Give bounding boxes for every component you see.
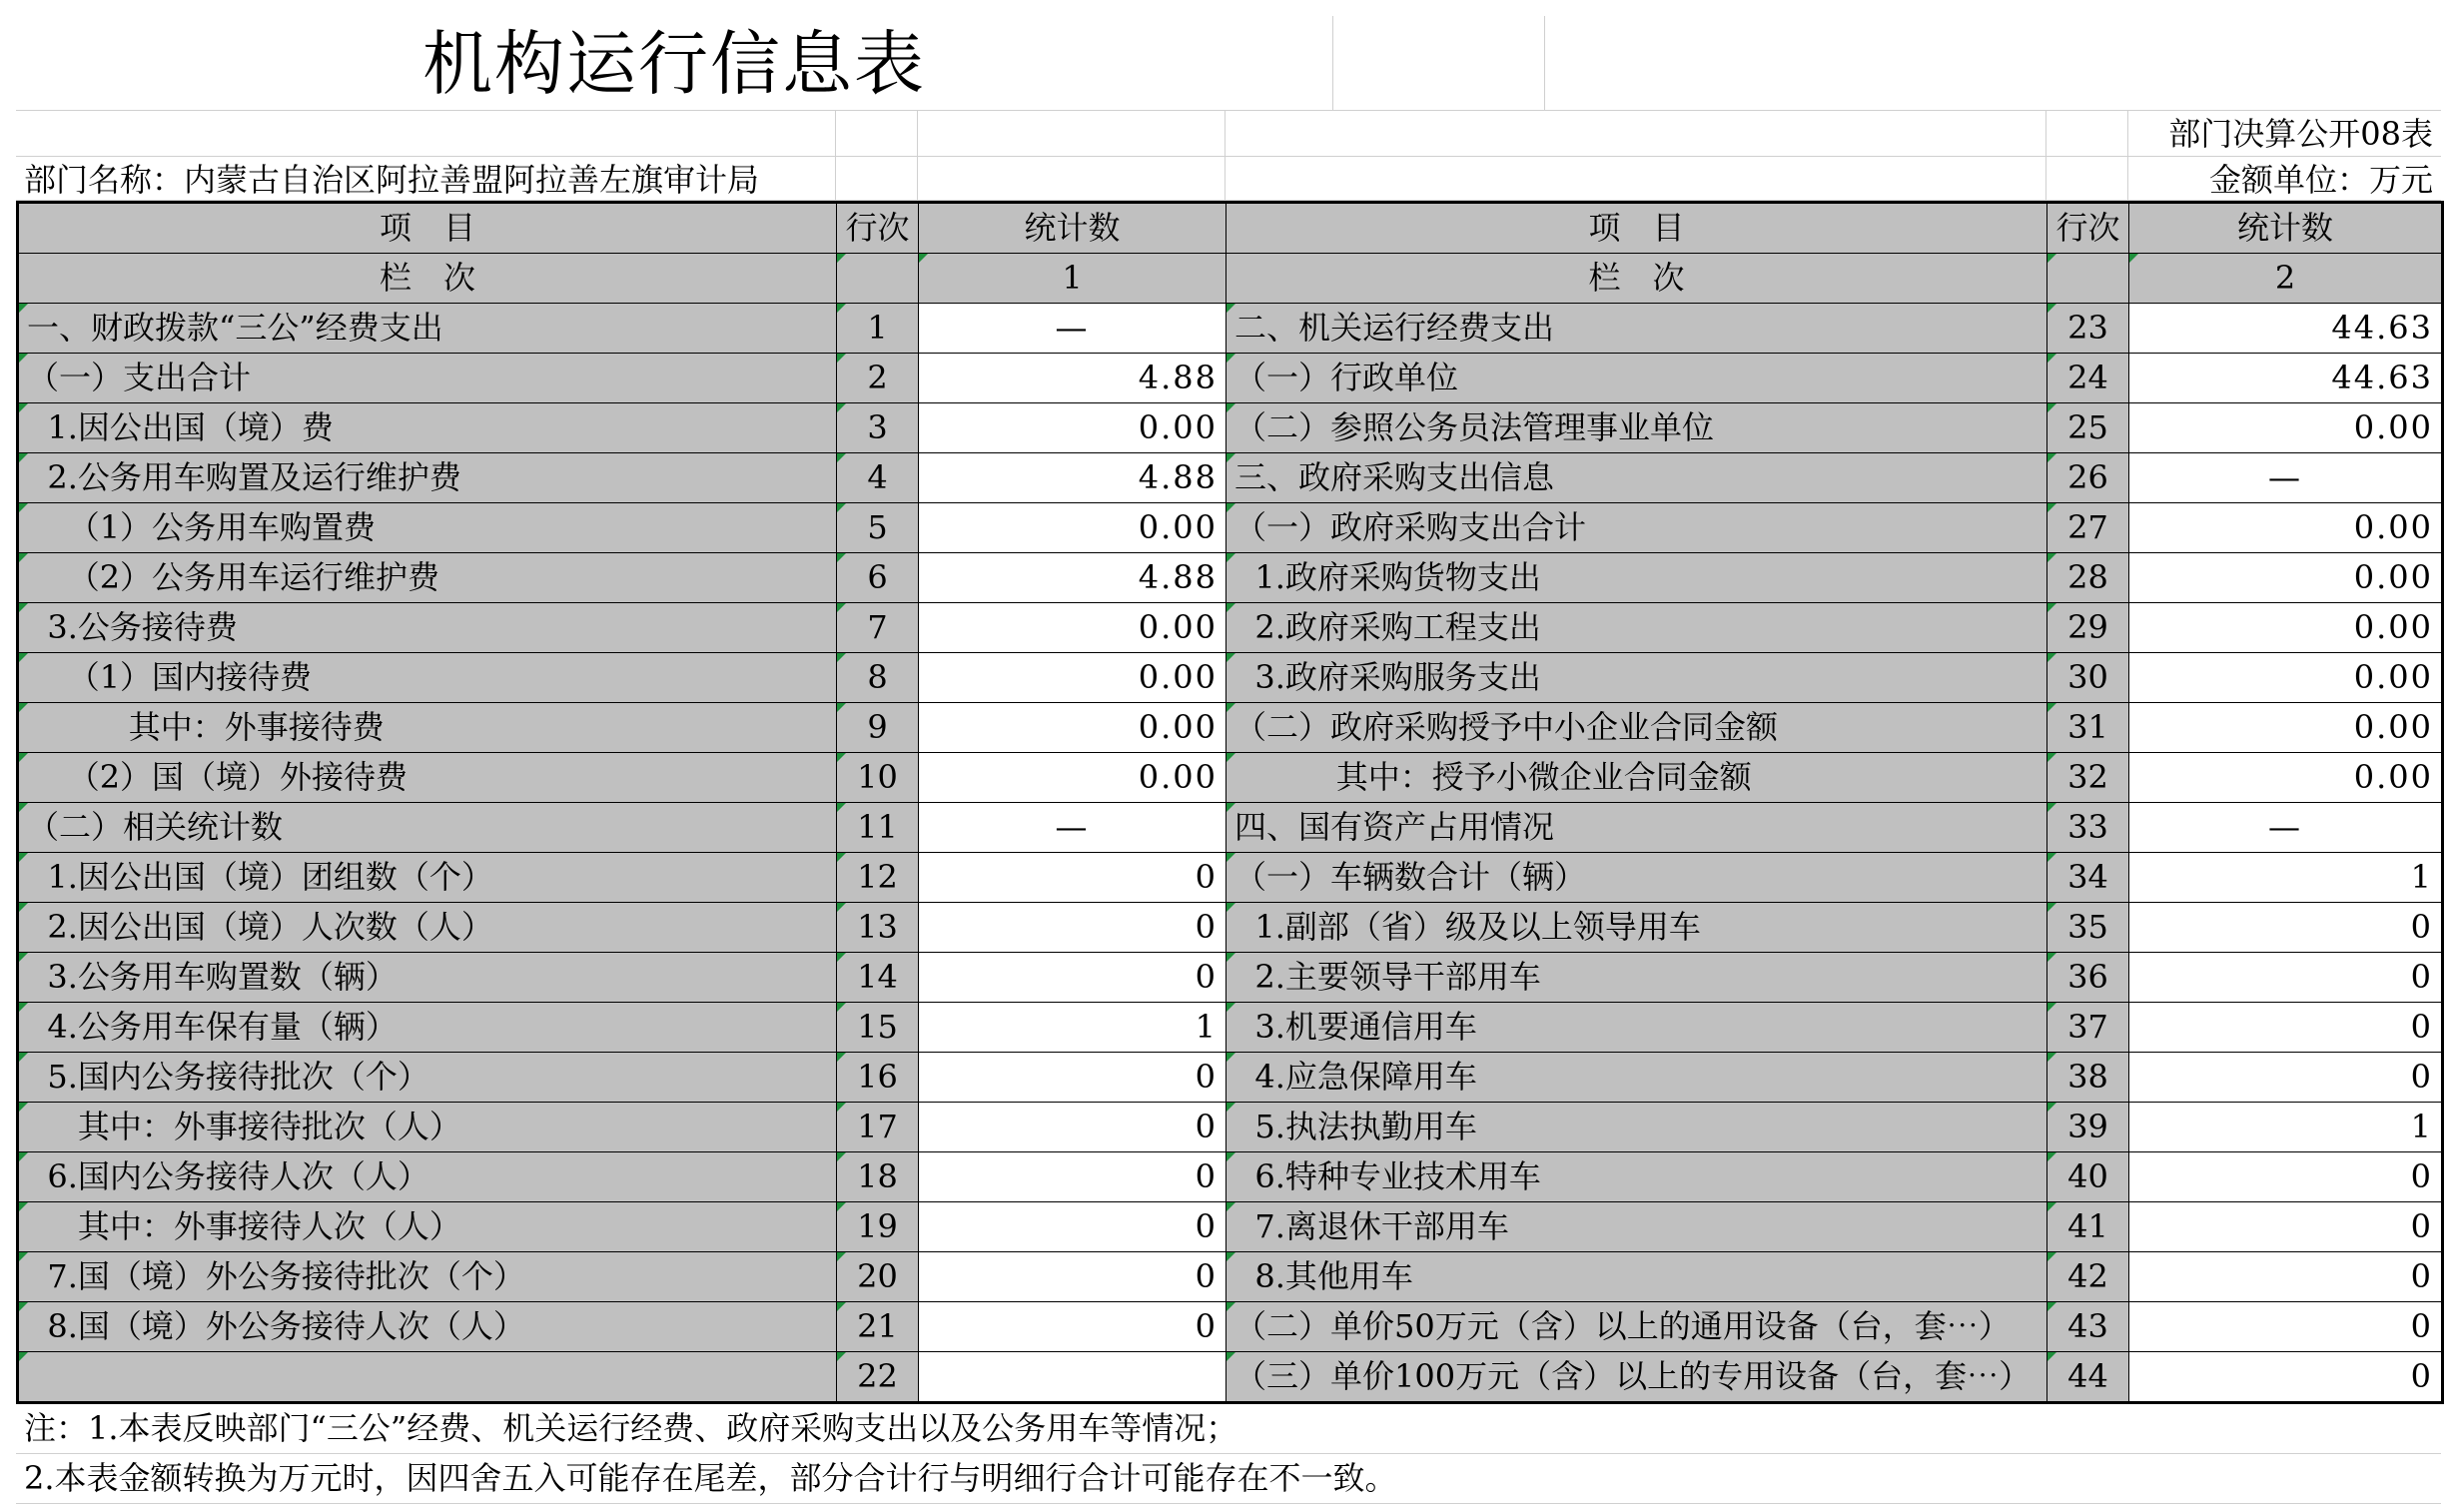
table-row (18, 803, 2443, 853)
note-line-2: 2.本表金额转换为万元时，因四舍五入可能存在尾差，部分合计行与明细行合计可能存在不一致。 (16, 1454, 2441, 1504)
right-row-number: 41 (2047, 1202, 2129, 1252)
column-index-blank-right (2047, 254, 2129, 304)
right-item-cell: 3.政府采购服务支出 (1226, 653, 2047, 703)
header-rowno-left: 行次 (837, 203, 919, 254)
sheet-title: 机构运行信息表 (422, 23, 926, 105)
right-stat-value: 0.00 (2129, 703, 2443, 753)
left-stat-value: 4.88 (919, 553, 1226, 603)
left-stat-value: 0 (919, 1202, 1226, 1252)
right-stat-value: 0 (2129, 903, 2443, 953)
column-index-row (18, 254, 2443, 304)
right-row-number: 27 (2047, 503, 2129, 553)
right-stat-value: 0 (2129, 1003, 2443, 1053)
right-row-number: 36 (2047, 953, 2129, 1003)
left-stat-value: 0.00 (919, 753, 1226, 803)
left-row-number: 10 (837, 753, 919, 803)
right-item-cell: 2.主要领导干部用车 (1226, 953, 2047, 1003)
table-row (18, 304, 2443, 354)
table-row (18, 1252, 2443, 1302)
right-row-number: 42 (2047, 1252, 2129, 1302)
left-item-cell: 6.国内公务接待人次（人） (18, 1152, 837, 1202)
left-stat-value: 0 (919, 1152, 1226, 1202)
right-row-number: 28 (2047, 553, 2129, 603)
left-item-cell: 其中：外事接待费 (18, 703, 837, 753)
table-row (18, 403, 2443, 453)
header-stat-left: 统计数 (919, 203, 1226, 254)
left-row-number: 3 (837, 403, 919, 453)
left-stat-value: 0.00 (919, 503, 1226, 553)
right-item-cell: 四、国有资产占用情况 (1226, 803, 2047, 853)
right-row-number: 23 (2047, 304, 2129, 354)
right-row-number: 37 (2047, 1003, 2129, 1053)
column-index-2: 2 (2129, 254, 2443, 304)
header-item-right: 项 目 (1226, 203, 2047, 254)
left-item-cell: （二）相关统计数 (18, 803, 837, 853)
left-row-number: 18 (837, 1152, 919, 1202)
left-item-cell: 8.国（境）外公务接待人次（人） (18, 1302, 837, 1352)
left-item-cell: 2.因公出国（境）人次数（人） (18, 903, 837, 953)
meta-row (16, 157, 2441, 201)
left-stat-value: 0 (919, 953, 1226, 1003)
right-item-cell: 其中：授予小微企业合同金额 (1226, 753, 2047, 803)
right-stat-value: 44.63 (2129, 304, 2443, 354)
column-index-1: 1 (919, 254, 1226, 304)
left-item-cell: 7.国（境）外公务接待批次（个） (18, 1252, 837, 1302)
table-row (18, 1103, 2443, 1152)
left-row-number: 22 (837, 1352, 919, 1403)
left-item-cell: （1）国内接待费 (18, 653, 837, 703)
table-row (18, 503, 2443, 553)
left-item-cell: 2.公务用车购置及运行维护费 (18, 453, 837, 503)
left-stat-value: — (919, 304, 1226, 354)
right-stat-value: 0 (2129, 1152, 2443, 1202)
right-item-cell: （一）政府采购支出合计 (1226, 503, 2047, 553)
left-item-cell: 1.因公出国（境）团组数（个） (18, 853, 837, 903)
right-stat-value: 1 (2129, 1103, 2443, 1152)
left-item-cell: 其中：外事接待人次（人） (18, 1202, 837, 1252)
table-row (18, 1302, 2443, 1352)
left-row-number: 2 (837, 354, 919, 403)
right-item-cell: （二）参照公务员法管理事业单位 (1226, 403, 2047, 453)
column-label-right: 栏 次 (1226, 254, 2047, 304)
left-stat-value: 1 (919, 1003, 1226, 1053)
table-row (18, 1352, 2443, 1403)
right-item-cell: （一）行政单位 (1226, 354, 2047, 403)
table-row (18, 853, 2443, 903)
left-row-number: 14 (837, 953, 919, 1003)
right-stat-value: — (2129, 453, 2443, 503)
left-item-cell: （2）国（境）外接待费 (18, 753, 837, 803)
column-label-left: 栏 次 (18, 254, 837, 304)
table-row (18, 1053, 2443, 1103)
right-stat-value: 0.00 (2129, 403, 2443, 453)
left-row-number: 21 (837, 1302, 919, 1352)
spreadsheet (16, 16, 2441, 1504)
left-stat-value: 0.00 (919, 703, 1226, 753)
table-row (18, 1152, 2443, 1202)
right-item-cell: （二）单价50万元（含）以上的通用设备（台，套⋯） (1226, 1302, 2047, 1352)
right-item-cell: 8.其他用车 (1226, 1252, 2047, 1302)
right-stat-value: 0 (2129, 1053, 2443, 1103)
right-stat-value: 0 (2129, 1252, 2443, 1302)
right-row-number: 39 (2047, 1103, 2129, 1152)
left-stat-value: 0.00 (919, 653, 1226, 703)
amount-unit: 金额单位：万元 (2208, 161, 2433, 199)
table-row (18, 553, 2443, 603)
header-item-left: 项 目 (18, 203, 837, 254)
left-stat-value (919, 1352, 1226, 1403)
left-stat-value: 0 (919, 1302, 1226, 1352)
left-row-number: 15 (837, 1003, 919, 1053)
right-row-number: 38 (2047, 1053, 2129, 1103)
right-item-cell: 三、政府采购支出信息 (1226, 453, 2047, 503)
left-row-number: 6 (837, 553, 919, 603)
table-row (18, 903, 2443, 953)
left-row-number: 4 (837, 453, 919, 503)
right-item-cell: 1.政府采购货物支出 (1226, 553, 2047, 603)
left-stat-value: — (919, 803, 1226, 853)
right-item-cell: 4.应急保障用车 (1226, 1053, 2047, 1103)
left-row-number: 8 (837, 653, 919, 703)
left-stat-value: 0 (919, 853, 1226, 903)
left-item-cell: （2）公务用车运行维护费 (18, 553, 837, 603)
left-item-cell: 1.因公出国（境）费 (18, 403, 837, 453)
left-row-number: 9 (837, 703, 919, 753)
left-item-cell: 3.公务接待费 (18, 603, 837, 653)
left-row-number: 11 (837, 803, 919, 853)
table-row (18, 1003, 2443, 1053)
header-stat-right: 统计数 (2129, 203, 2443, 254)
right-item-cell: 二、机关运行经费支出 (1226, 304, 2047, 354)
left-stat-value: 0 (919, 1103, 1226, 1152)
left-item-cell: 其中：外事接待批次（人） (18, 1103, 837, 1152)
left-item-cell: （一）支出合计 (18, 354, 837, 403)
right-row-number: 32 (2047, 753, 2129, 803)
table-row (18, 653, 2443, 703)
right-item-cell: 1.副部（省）级及以上领导用车 (1226, 903, 2047, 953)
left-row-number: 7 (837, 603, 919, 653)
column-index-blank-left (837, 254, 919, 304)
right-stat-value: 0 (2129, 1352, 2443, 1403)
left-row-number: 20 (837, 1252, 919, 1302)
left-item-cell (18, 1352, 837, 1403)
table-row (18, 1202, 2443, 1252)
right-row-number: 43 (2047, 1302, 2129, 1352)
left-item-cell: 5.国内公务接待批次（个） (18, 1053, 837, 1103)
right-stat-value: 0 (2129, 1202, 2443, 1252)
right-stat-value: 0 (2129, 953, 2443, 1003)
right-row-number: 44 (2047, 1352, 2129, 1403)
right-stat-value: 44.63 (2129, 354, 2443, 403)
left-row-number: 16 (837, 1053, 919, 1103)
left-row-number: 1 (837, 304, 919, 354)
right-item-cell: 7.离退休干部用车 (1226, 1202, 2047, 1252)
right-row-number: 40 (2047, 1152, 2129, 1202)
left-row-number: 19 (837, 1202, 919, 1252)
left-row-number: 5 (837, 503, 919, 553)
form-code-row (16, 111, 2441, 157)
left-stat-value: 0 (919, 1053, 1226, 1103)
form-code: 部门决算公开08表 (2168, 115, 2433, 153)
right-item-cell: （二）政府采购授予中小企业合同金额 (1226, 703, 2047, 753)
right-stat-value: 1 (2129, 853, 2443, 903)
left-item-cell: 3.公务用车购置数（辆） (18, 953, 837, 1003)
table-row (18, 453, 2443, 503)
right-item-cell: 3.机要通信用车 (1226, 1003, 2047, 1053)
right-row-number: 35 (2047, 903, 2129, 953)
header-rowno-right: 行次 (2047, 203, 2129, 254)
right-item-cell: （三）单价100万元（含）以上的专用设备（台，套⋯） (1226, 1352, 2047, 1403)
left-stat-value: 0 (919, 1252, 1226, 1302)
right-row-number: 30 (2047, 653, 2129, 703)
right-item-cell: 2.政府采购工程支出 (1226, 603, 2047, 653)
right-item-cell: （一）车辆数合计（辆） (1226, 853, 2047, 903)
left-row-number: 17 (837, 1103, 919, 1152)
right-stat-value: 0.00 (2129, 753, 2443, 803)
left-item-cell: 一、财政拨款“三公”经费支出 (18, 304, 837, 354)
left-stat-value: 4.88 (919, 453, 1226, 503)
left-stat-value: 0.00 (919, 603, 1226, 653)
right-row-number: 24 (2047, 354, 2129, 403)
right-item-cell: 5.执法执勤用车 (1226, 1103, 2047, 1152)
table-row (18, 354, 2443, 403)
right-stat-value: 0 (2129, 1302, 2443, 1352)
left-item-cell: （1）公务用车购置费 (18, 503, 837, 553)
right-stat-value: 0.00 (2129, 603, 2443, 653)
right-stat-value: — (2129, 803, 2443, 853)
table-row (18, 603, 2443, 653)
left-row-number: 13 (837, 903, 919, 953)
left-stat-value: 4.88 (919, 354, 1226, 403)
right-row-number: 25 (2047, 403, 2129, 453)
right-stat-value: 0.00 (2129, 553, 2443, 603)
right-item-cell: 6.特种专业技术用车 (1226, 1152, 2047, 1202)
right-row-number: 29 (2047, 603, 2129, 653)
left-stat-value: 0.00 (919, 403, 1226, 453)
table-row (18, 953, 2443, 1003)
right-row-number: 31 (2047, 703, 2129, 753)
left-row-number: 12 (837, 853, 919, 903)
right-row-number: 34 (2047, 853, 2129, 903)
left-stat-value: 0 (919, 903, 1226, 953)
table-row (18, 753, 2443, 803)
right-row-number: 26 (2047, 453, 2129, 503)
table-row (18, 703, 2443, 753)
right-stat-value: 0.00 (2129, 653, 2443, 703)
department-name: 部门名称：内蒙古自治区阿拉善盟阿拉善左旗审计局 (24, 161, 760, 199)
table-body (18, 304, 2443, 1403)
info-table (16, 201, 2444, 1404)
right-row-number: 33 (2047, 803, 2129, 853)
title-row (16, 16, 2441, 111)
header-row (18, 203, 2443, 254)
right-stat-value: 0.00 (2129, 503, 2443, 553)
left-item-cell: 4.公务用车保有量（辆） (18, 1003, 837, 1053)
note-line-1: 注：1.本表反映部门“三公”经费、机关运行经费、政府采购支出以及公务用车等情况； (16, 1404, 2441, 1454)
